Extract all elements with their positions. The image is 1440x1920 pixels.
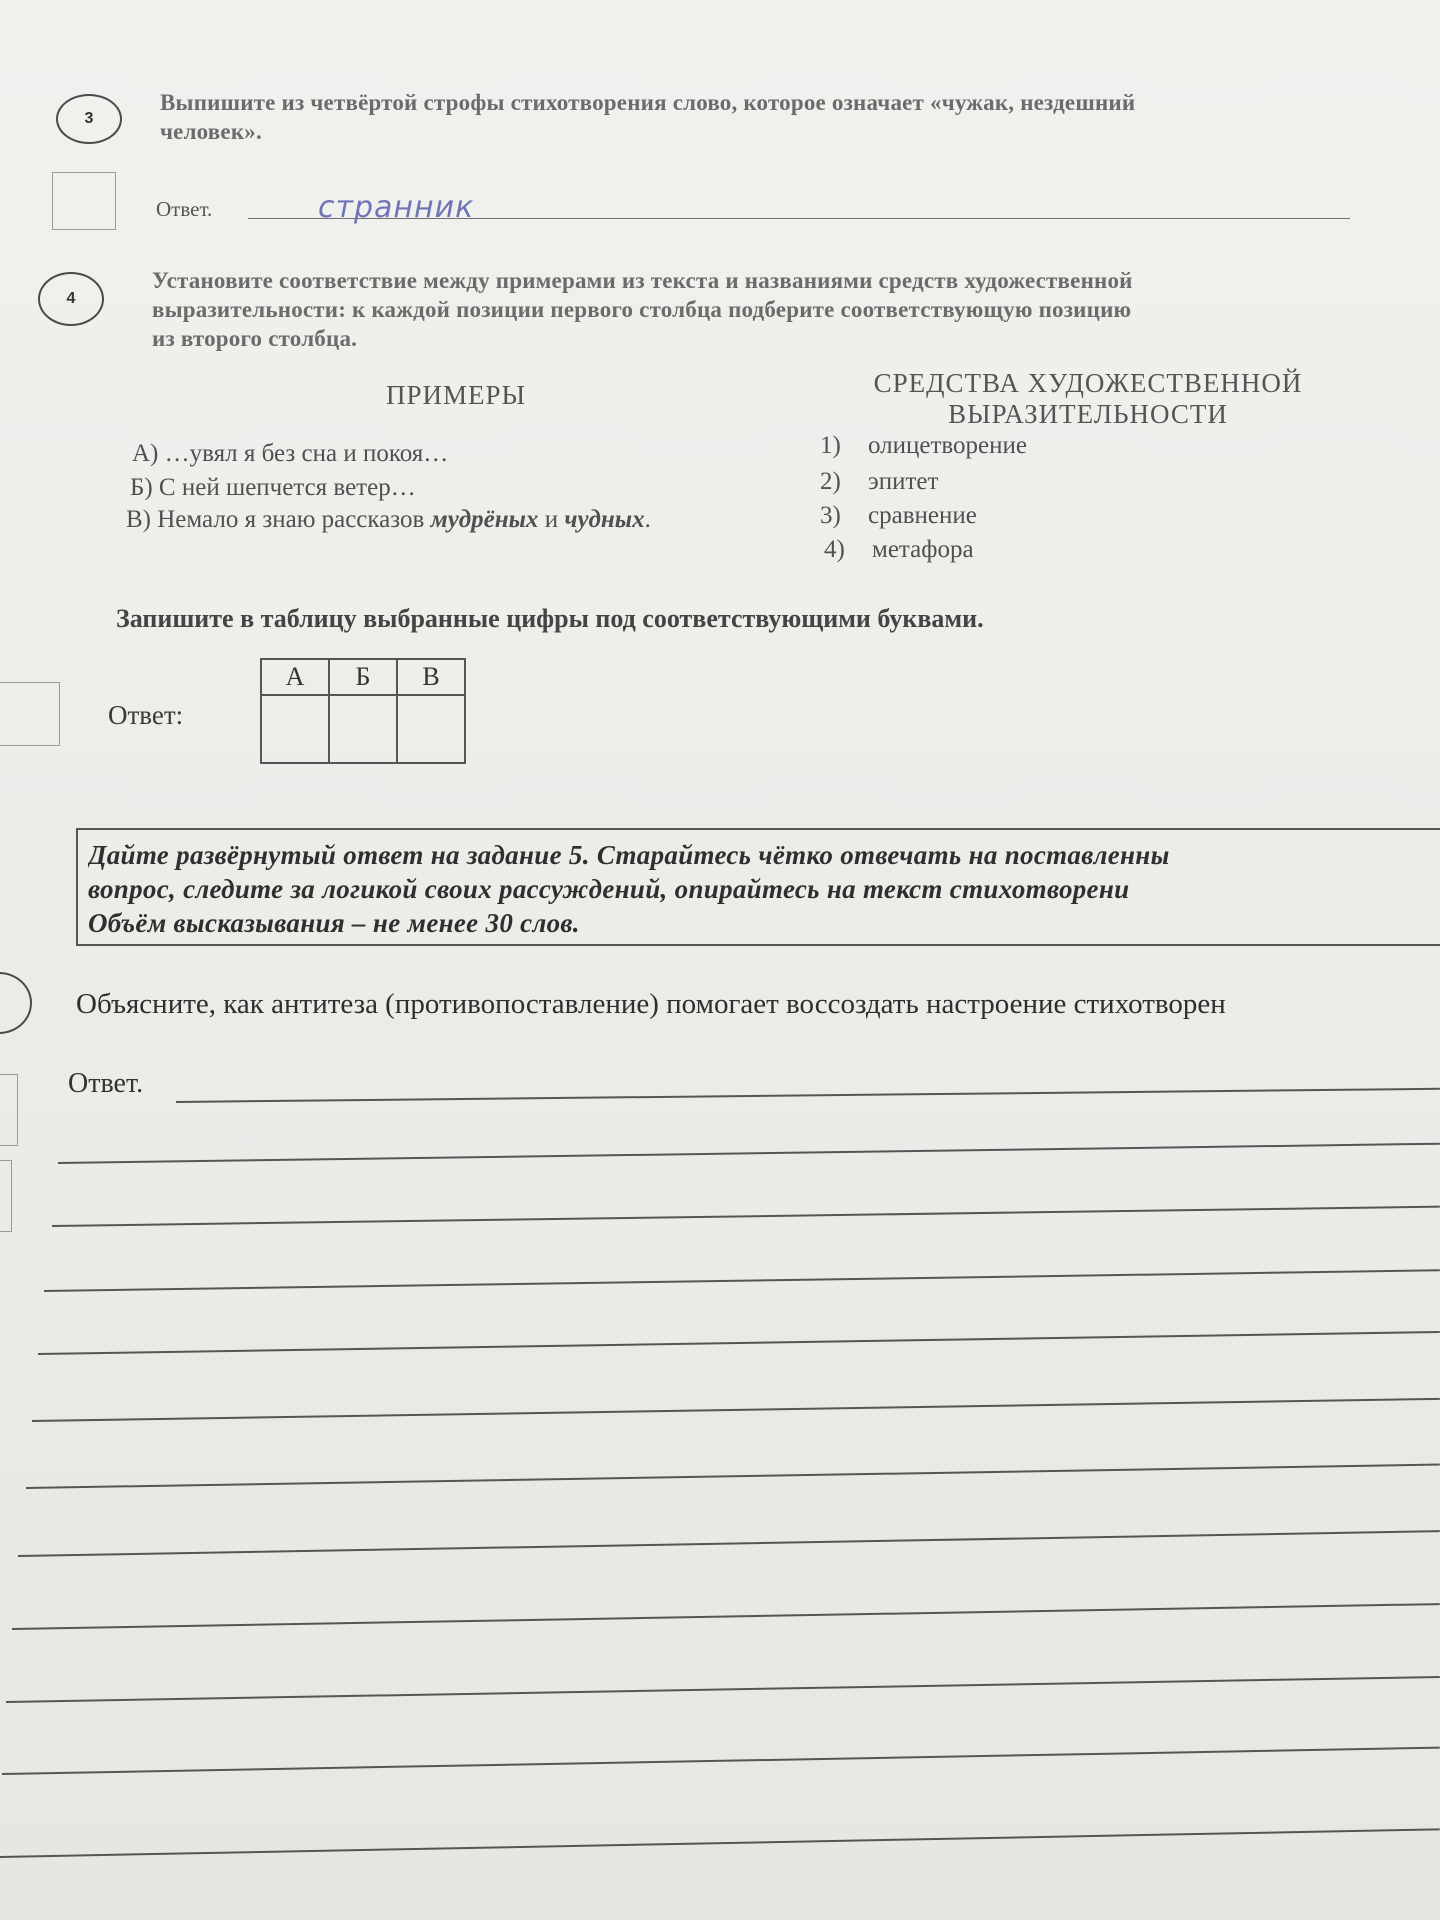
writing-line[interactable] [0,1828,1440,1858]
task-4-number: 4 [38,272,104,326]
task-3-score-box [52,172,116,230]
writing-line[interactable] [18,1530,1440,1557]
writing-line[interactable] [26,1464,1440,1489]
example-a: А) …увял я без сна и покоя… [132,440,449,467]
task-3-number: 3 [56,94,122,144]
writing-line[interactable] [44,1269,1440,1292]
example-b: Б) С ней шепчется ветер… [130,474,416,501]
option-2: 2) эпитет [820,468,939,495]
task-4-answer-label: Ответ: [108,700,184,730]
examples-header: ПРИМЕРЫ [386,380,527,410]
writing-line[interactable] [12,1603,1440,1630]
option-4: 4) метафора [824,536,974,563]
table-header-a: А [261,659,329,695]
answer-table-header-row [261,659,465,695]
table-cell-c[interactable] [397,695,465,763]
writing-line[interactable] [32,1398,1440,1422]
task-3-handwritten-answer: странник [318,190,475,225]
writing-line[interactable] [38,1331,1440,1355]
table-header-b: Б [329,659,397,695]
means-header: СРЕДСТВА ХУДОЖЕСТВЕННОЙ ВЫРАЗИТЕЛЬНОСТИ [873,368,1303,429]
instruction-text: Дайте развёрнутый ответ на задание 5. Старайтесь чётко отвечать на поставленны вопрос, следите за логикой своих рассуждений, опирайтесь на текст стихотворени Объём высказывания – не менее 30 слов. [88,840,1170,938]
task-5-answer-label: Ответ. [68,1068,144,1099]
answer-table [260,658,466,764]
writing-line[interactable] [2,1747,1440,1775]
writing-line[interactable] [58,1143,1440,1164]
task-3-text: Выпишите из четвёртой строфы стихотворения слово, которое означает «чужак, нездешний человек». [160,90,1136,144]
task-5-score-box-2 [0,1160,12,1232]
answer-table-value-row [261,695,465,763]
task-5-question: Объясните, как антитеза (противопоставление) помогает воссоздать настроение стихотворен [76,988,1226,1020]
table-cell-b[interactable] [329,695,397,763]
example-c: В) Немало я знаю рассказов мудрёных и чудных. [126,506,651,533]
task-5-score-box-1 [0,1074,18,1146]
option-1: 1) олицетворение [820,432,1028,459]
writing-line[interactable] [6,1676,1440,1703]
writing-line[interactable] [52,1206,1440,1227]
task-4-text: Установите соответствие между примерами из текста и названиями средств художественной выразительности: к каждой позиции первого столбца подберите соответствующую позицию из второго столбца. [152,268,1133,351]
writing-line[interactable] [176,1088,1440,1103]
table-header-c: В [397,659,465,695]
task-3-answer-label: Ответ. [156,197,213,221]
task-4-score-box [0,682,60,746]
task-5-number [0,972,32,1034]
table-cell-a[interactable] [261,695,329,763]
option-3: 3) сравнение [820,502,977,529]
table-instruction: Запишите в таблицу выбранные цифры под соответствующими буквами. [116,604,984,633]
